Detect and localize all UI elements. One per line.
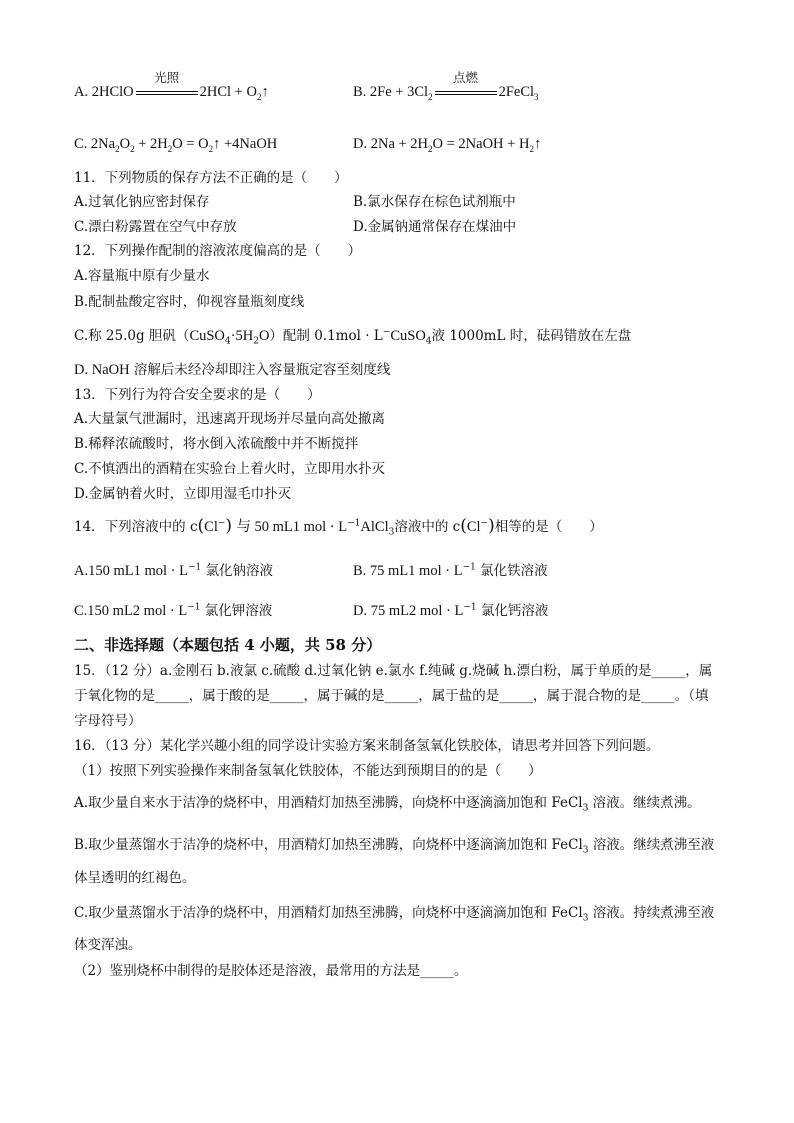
q13-stem: 13．下列行为符合安全要求的是（ ） (74, 387, 321, 403)
q12-c-text: C.称 25.0g 胆矾（ (74, 328, 190, 344)
subscript: 2 (256, 91, 262, 102)
q15-line-3: 字母符号） (74, 713, 142, 729)
eq-c-part: + 2H (134, 136, 168, 152)
q14-stem: 14．下列溶液中的 c(Cl−) 与 50 mL1 mol · $L^{-1}AlCl_3$溶液中的 c(Cl−)相等的是（ ） (74, 516, 603, 538)
q12-c-text: 液 1000mL 时，砝码错放在左盘 (431, 328, 632, 344)
subscript: 2 (167, 143, 173, 154)
q11-option-d: D.金属钠通常保存在煤油中 (353, 219, 517, 235)
formula: D. NaOH (74, 362, 130, 378)
superscript: −1 (187, 562, 202, 573)
subscript: 2 (428, 91, 433, 102)
formula: CuSO (390, 328, 426, 344)
q16-part-1: （1）按照下列实验操作来制备氢氧化铁胶体，不能达到预期目的的是（ ） (74, 763, 542, 779)
q13-option-a: A.大量氯气泄漏时，迅速离开现场并尽量向高处撤离 (74, 411, 386, 427)
q12-c-text: ）配制 0.1mol · L (269, 328, 383, 344)
q11-option-a: A.过氧化钠应密封保存 (74, 194, 210, 210)
q15-line-1: 15．（12 分）a.金刚石 b.液氯 c.硫酸 d.过氧化钠 e.氯水 f.纯碱 g.烧碱 h.漂白粉，属于单质的是_____，属 (74, 663, 713, 679)
q14-stem-text: 溶液中的 c (394, 519, 461, 535)
formula: O (258, 328, 270, 344)
formula: Cl (466, 519, 481, 535)
q14-option-c (74, 601, 272, 621)
formula: ·5H (230, 328, 254, 344)
subscript: 2 (208, 143, 214, 154)
q14-option-text: 氯化铁溶液 (480, 563, 548, 579)
subscript: 2 (428, 143, 433, 154)
subscript: 3 (388, 527, 395, 538)
q12-option-b: B.配制盐酸定容时，仰视容量瓶刻度线 (74, 294, 305, 310)
q14-stem-text: 相等的是（ ） (494, 519, 603, 535)
formula: D. 75 mL2 mol · L (353, 603, 464, 619)
subscript: 4 (425, 336, 432, 347)
q13-option-d: D.金属钠着火时，立即用湿毛巾扑灭 (74, 486, 292, 502)
q16-option-text: C.取少量蒸馏水于洁净的烧杯中，用酒精灯加热至沸腾，向烧杯中逐滴滴加饱和 FeCl (74, 905, 583, 921)
formula: 与 50 mL1 mol · L (236, 519, 348, 535)
reaction-condition-light (136, 71, 198, 102)
q15-line-2: 于氧化物的是_____，属于酸的是_____，属于碱的是_____，属于盐的是_____，属于混合物的是_____。（填 (74, 688, 709, 704)
option-d-equation (353, 134, 541, 154)
superscript: −1 (187, 602, 201, 613)
superscript: − (382, 327, 391, 338)
subscript: 2 (130, 143, 135, 154)
q12-option-c (74, 326, 631, 346)
superscript: − (480, 518, 489, 529)
q11-option-b: B.氯水保存在棕色试剂瓶中 (353, 194, 516, 210)
formula: Cl (204, 519, 218, 535)
q16-option-c (74, 903, 714, 923)
condition-label: 光照 (154, 71, 180, 85)
eq-d-part: O = 2NaOH + H (432, 136, 530, 152)
formula: A.150 mL1 mol · L (74, 563, 188, 579)
q14-option-text: 氯化钾溶液 (204, 603, 273, 619)
eq-d-part: ↑ (533, 136, 542, 152)
subscript: 2 (529, 143, 534, 154)
formula: AlCl (360, 519, 389, 535)
subscript: 4 (224, 336, 231, 347)
gas-arrow: ↑ (261, 84, 269, 100)
option-c-equation (74, 134, 277, 154)
eq-a-lhs: A. 2HClO (74, 84, 134, 100)
eq-c-part: O (119, 136, 131, 152)
q16-option-a (74, 793, 701, 813)
eq-b-rhs: 2FeCl (498, 84, 535, 100)
q16-option-text: 溶液。继续煮沸。 (592, 795, 701, 811)
q16-option-text: A.取少量自来水于洁净的烧杯中，用酒精灯加热至沸腾，向烧杯中逐滴滴加饱和 FeCl (74, 795, 583, 811)
reaction-condition-ignite (435, 71, 497, 102)
q14-option-d (353, 601, 548, 621)
q13-option-c: C.不慎洒出的酒精在实验台上着火时，立即用水扑灭 (74, 461, 386, 477)
subscript: 3 (582, 913, 589, 924)
superscript: −1 (462, 562, 476, 573)
q11-stem: 11．下列物质的保存方法不正确的是（ ） (74, 170, 348, 186)
q16-option-b-cont: 体呈透明的红褐色。 (74, 870, 196, 886)
q12-d-text: 溶解后未经冷却即注入容量瓶定容至刻度线 (133, 362, 391, 378)
q16-option-text: 溶液。持续煮沸至液 (592, 905, 715, 921)
q16-option-text: B.取少量蒸馏水于洁净的烧杯中，用酒精灯加热至沸腾，向烧杯中逐滴滴加饱和 FeCl (74, 837, 583, 853)
q13-option-b: B.稀释浓硫酸时，将水倒入浓硫酸中并不断搅拌 (74, 436, 359, 452)
q16-option-c-cont: 体变浑浊。 (74, 937, 142, 953)
q12-option-a: A.容量瓶中原有少量水 (74, 268, 210, 284)
superscript: −1 (347, 518, 361, 529)
q16-part-2: （2）鉴别烧杯中制得的是胶体还是溶液，最常用的方法是_____。 (74, 963, 468, 979)
superscript: −1 (463, 602, 477, 613)
eq-c-part: ↑ +4NaOH (213, 136, 278, 152)
q14-option-b (353, 561, 548, 581)
option-a-equation (74, 71, 269, 102)
eq-b-lhs: B. 2Fe + 3Cl (353, 84, 429, 100)
q16-intro: 16．（13 分）某化学兴趣小组的同学设计实验方案来制备氢氧化铁胶体，请思考并回答下列问题。 (74, 738, 660, 754)
subscript: 3 (534, 91, 539, 102)
subscript: 2 (253, 336, 259, 347)
formula: C.150 mL2 mol · L (74, 603, 188, 619)
q14-option-text: 氯化钠溶液 (205, 563, 274, 579)
q16-option-b (74, 835, 714, 855)
condition-label: 点燃 (453, 71, 479, 85)
q12-option-d (74, 360, 390, 380)
q16-option-text: 溶液。继续煮沸至液 (592, 837, 715, 853)
eq-d-part: D. 2Na + 2H (353, 136, 429, 152)
subscript: 3 (582, 803, 589, 814)
subscript: 3 (582, 845, 589, 856)
q12-stem: 12．下列操作配制的溶液浓度偏高的是（ ） (74, 243, 362, 259)
eq-a-rhs: 2HCl + O (199, 84, 257, 100)
subscript: 2 (115, 143, 120, 154)
option-b-equation (353, 71, 539, 102)
q11-option-c: C.漂白粉露置在空气中存放 (74, 219, 237, 235)
eq-c-part: O = O (172, 136, 209, 152)
section-heading: 二、非选择题（本题包括 4 小题，共 58 分） (74, 636, 382, 654)
formula: CuSO (189, 328, 225, 344)
eq-c-part: C. 2Na (74, 136, 116, 152)
formula: B. 75 mL1 mol · L (353, 563, 463, 579)
q14-option-a (74, 561, 273, 581)
q14-option-text: 氯化钙溶液 (480, 603, 549, 619)
q14-stem-text: 14．下列溶液中的 c (74, 519, 198, 535)
superscript: − (217, 518, 226, 529)
